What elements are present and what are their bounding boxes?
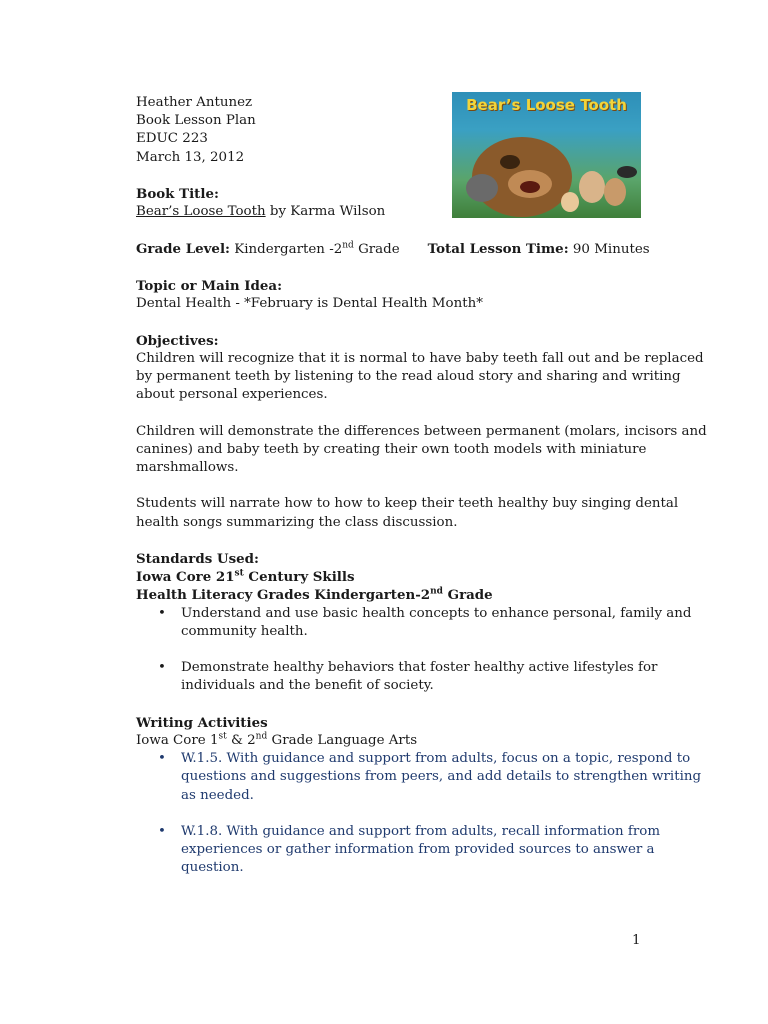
topic-value: Dental Health - *February is Dental Health Month* <box>136 296 483 312</box>
standards-core <box>136 568 696 586</box>
writing-core-mid: & 2 <box>226 732 256 748</box>
writing-core-sup: st <box>218 731 227 742</box>
objective-1-line: Children will recognize that it is normal to have baby teeth fall out and be replaced <box>136 350 704 366</box>
topic-label: Topic or Main Idea: <box>136 277 283 294</box>
objectives-label: Objectives: <box>136 332 219 349</box>
book-title-label: Book Title: <box>136 186 219 202</box>
bullet-icon: • <box>158 660 166 676</box>
objective-1-line: about personal experiences. <box>136 387 328 403</box>
objective-2-line: Children will demonstrate the differences between permanent (molars, incisors and <box>136 423 707 439</box>
doc-date: March 13, 2012 <box>136 149 245 165</box>
book-title-line <box>136 203 696 221</box>
lesson-time-value: 90 Minutes <box>568 241 650 257</box>
book-title: Bear’s Loose Tooth <box>136 204 266 220</box>
standards-health-text: Health Literacy Grades Kindergarten-2 <box>136 587 431 604</box>
standards-health <box>136 586 696 604</box>
grade-level-value: Kindergarten -2 <box>229 241 343 257</box>
writing-standard-line: W.1.5. With guidance and support from adults, focus on a topic, respond to <box>181 751 691 767</box>
writing-standard-line: questions and suggestions from peers, and add details to strengthen writing <box>181 769 702 785</box>
standards-health-sup: nd <box>430 586 443 597</box>
bullet-icon: • <box>158 605 166 621</box>
objective-3-line: Students will narrate how to how to keep their teeth healthy buy singing dental <box>136 496 679 512</box>
writing-standard-line: question. <box>181 860 244 876</box>
writing-standard-line: W.1.8. With guidance and support from adults, recall information from <box>181 823 661 839</box>
writing-standard-line: experiences or gather information from provided sources to answer a <box>181 842 655 858</box>
lesson-time-label: Total Lesson Time: <box>427 240 569 257</box>
list-item <box>136 823 696 878</box>
writing-core-sup: nd <box>255 731 268 742</box>
standard-line: community health. <box>181 623 308 639</box>
standards-core-text: Iowa Core 21 <box>136 569 235 586</box>
list-item <box>136 750 702 805</box>
writing-activities-label: Writing Activities <box>136 714 268 731</box>
bullet-icon: • <box>158 751 166 767</box>
objective-1-line: by permanent teeth by listening to the read aloud story and sharing and writing <box>136 368 681 384</box>
list-item <box>136 605 696 641</box>
objective-2-line: marshmallows. <box>136 459 239 475</box>
doc-type: Book Lesson Plan <box>136 113 256 129</box>
standards-core-suffix: Century Skills <box>243 569 355 586</box>
list-item <box>136 659 696 695</box>
standards-health-suffix: Grade <box>442 587 493 604</box>
book-cover-title: Bear’s Loose Tooth <box>466 96 627 114</box>
standards-label: Standards Used: <box>136 550 259 567</box>
writing-list <box>136 750 702 877</box>
standards-core-sup: st <box>234 568 244 579</box>
grade-sup: nd <box>342 240 354 251</box>
grade-level-label: Grade Level: <box>136 240 230 257</box>
standard-line: individuals and the benefit of society. <box>181 678 434 694</box>
grade-level-suffix: Grade <box>353 241 400 257</box>
standard-line: Understand and use basic health concepts to enhance personal, family and <box>181 605 692 621</box>
objective-2-line: canines) and baby teeth by creating their own tooth models with miniature <box>136 441 647 457</box>
page-number: 1 <box>632 933 641 948</box>
writing-core <box>136 732 696 750</box>
grade-level-line <box>136 240 696 259</box>
writing-core-text: Iowa Core 1 <box>136 732 219 748</box>
author-name: Heather Antunez <box>136 95 253 110</box>
standards-list <box>136 605 696 696</box>
writing-standard-line: as needed. <box>181 787 254 803</box>
book-author: by Karma Wilson <box>265 204 386 220</box>
bullet-icon: • <box>158 823 166 839</box>
objective-3-line: health songs summarizing the class discussion. <box>136 514 458 530</box>
lesson-plan-document <box>136 94 707 878</box>
course-code: EDUC 223 <box>136 131 208 147</box>
writing-core-suffix: Grade Language Arts <box>267 732 418 748</box>
standard-line: Demonstrate healthy behaviors that foster healthy active lifestyles for <box>181 660 658 676</box>
